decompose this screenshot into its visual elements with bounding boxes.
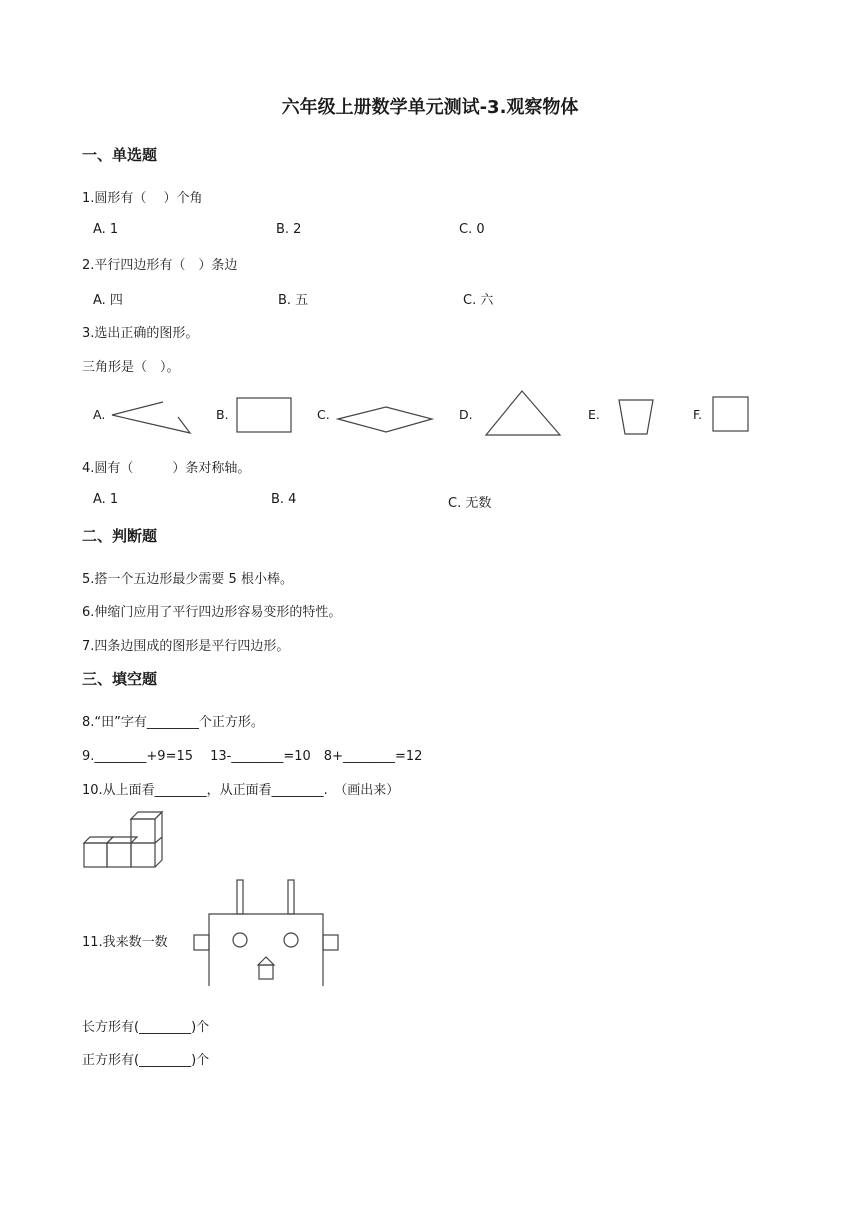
question-3-option-f[interactable]: F. bbox=[693, 407, 703, 422]
question-2-option-b[interactable]: B. 五 bbox=[278, 293, 309, 308]
question-9: 9.________+9=15 13-________=10 8+________=12 bbox=[82, 749, 423, 764]
question-3-option-e[interactable]: E. bbox=[588, 407, 600, 422]
question-4-option-a[interactable]: A. 1 bbox=[93, 492, 119, 507]
triangle-shape bbox=[484, 389, 564, 439]
rhombus-shape bbox=[336, 404, 436, 436]
question-3-stem: 3.选出正确的图形。 bbox=[82, 326, 199, 341]
open-angle-shape bbox=[110, 400, 195, 438]
section-heading-fill-in: 三、填空题 bbox=[82, 670, 158, 688]
question-4-stem: 4.圆有（ ）条对称轴。 bbox=[82, 461, 251, 476]
square-shape bbox=[712, 396, 752, 434]
rectangle-shape bbox=[236, 397, 294, 435]
question-8: 8.“田”字有________个正方形。 bbox=[82, 715, 264, 730]
question-3-option-d[interactable]: D. bbox=[459, 407, 473, 422]
cube-stack-figure bbox=[82, 807, 168, 871]
question-10: 10.从上面看________，从正面看________. （画出来） bbox=[82, 783, 400, 798]
question-3-option-b[interactable]: B. bbox=[216, 407, 229, 422]
question-2-option-a[interactable]: A. 四 bbox=[93, 293, 123, 308]
question-2-stem: 2.平行四边形有（ ）条边 bbox=[82, 258, 238, 273]
question-3-option-a[interactable]: A. bbox=[93, 407, 106, 422]
question-2-option-c[interactable]: C. 六 bbox=[463, 293, 494, 308]
question-11-rectangle-count: 长方形有(________)个 bbox=[82, 1020, 210, 1035]
question-1-option-c[interactable]: C. 0 bbox=[459, 222, 485, 237]
question-3-sub-stem: 三角形是（ ）。 bbox=[82, 360, 180, 375]
question-11-square-count: 正方形有(________)个 bbox=[82, 1053, 210, 1068]
question-11-stem: 11.我来数一数 bbox=[82, 935, 168, 950]
robot-figure bbox=[192, 878, 344, 990]
question-5: 5.搭一个五边形最少需要 5 根小棒。 bbox=[82, 572, 293, 587]
section-heading-single-choice: 一、单选题 bbox=[82, 146, 158, 164]
question-4-option-b[interactable]: B. 4 bbox=[271, 492, 297, 507]
section-heading-true-false: 二、判断题 bbox=[82, 527, 158, 545]
trapezoid-shape bbox=[617, 398, 657, 438]
question-3-option-c[interactable]: C. bbox=[317, 407, 330, 422]
question-7: 7.四条边围成的图形是平行四边形。 bbox=[82, 639, 290, 654]
question-1-option-a[interactable]: A. 1 bbox=[93, 222, 119, 237]
page-title: 六年级上册数学单元测试-3.观察物体 bbox=[281, 97, 579, 118]
question-6: 6.伸缩门应用了平行四边形容易变形的特性。 bbox=[82, 605, 342, 620]
question-1-stem: 1.圆形有（ ）个角 bbox=[82, 191, 203, 206]
question-1-option-b[interactable]: B. 2 bbox=[276, 222, 302, 237]
question-4-option-c[interactable]: C. 无数 bbox=[448, 496, 492, 511]
